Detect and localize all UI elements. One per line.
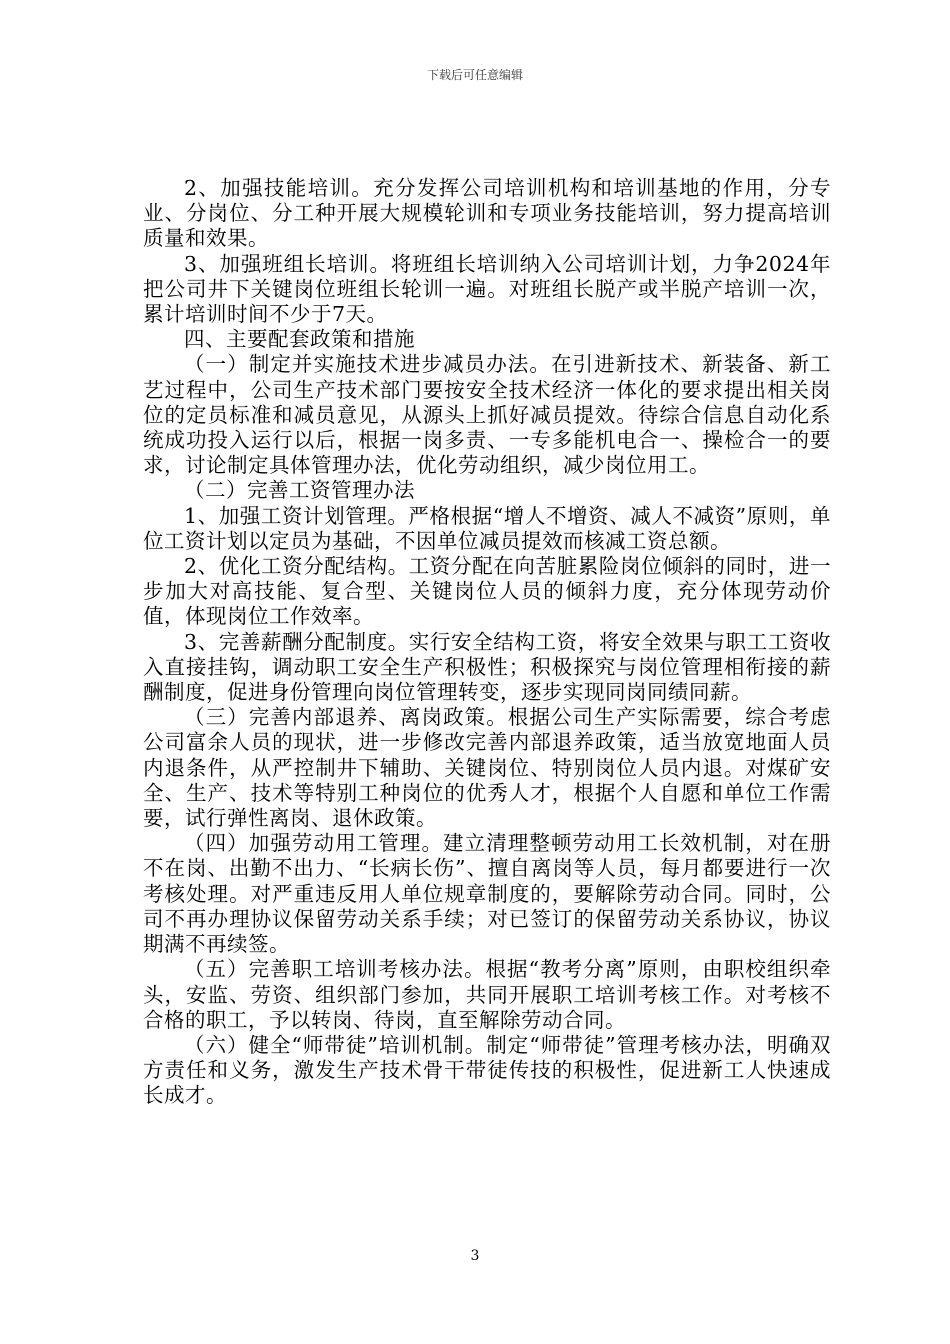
paragraph-tech-reduction: （一）制定并实施技术进步减员办法。在引进新技术、新装备、新工艺过程中，公司生产技术部门要按安全技术经济一体化的要求提出相关岗位的定员标准和减员意见，从源头上抓好减员提效。待综合信息自动化系统成功投入运行以后，根据一岗多责、一专多能机电合一、操检合一的要求，讨论制定具体管理办法，优化劳动组织，减少岗位用工。 bbox=[143, 352, 831, 478]
paragraph-training-assessment: （五）完善职工培训考核办法。根据“教考分离”原则，由职校组织牵头，安监、劳资、组织部门参加，共同开展职工培训考核工作。对考核不合格的职工，予以转岗、待岗，直至解除劳动合同。 bbox=[143, 957, 831, 1032]
section-heading-policies: 四、主要配套政策和措施 bbox=[184, 327, 415, 352]
subheading-wage-management: （二）完善工资管理办法 bbox=[184, 478, 415, 503]
paragraph-wage-plan: 1、加强工资计划管理。严格根据“增人不增资、减人不减资”原则，单位工资计划以定员为基础，不因单位减员提效而核减工资总额。 bbox=[143, 503, 831, 553]
paragraph-labor-management: （四）加强劳动用工管理。建立清理整顿劳动用工长效机制，对在册不在岗、出勤不出力、“长病长伤”、擅自离岗等人员，每月都要进行一次考核处理。对严重违反用人单位规章制度的，要解除劳动合同。同时，公司不再办理协议保留劳动关系手续；对已签订的保留劳动关系协议，协议期满不再续签。 bbox=[143, 831, 831, 957]
header-note: 下载后可任意编辑 bbox=[426, 68, 523, 82]
paragraph-mentorship: （六）健全“师带徒”培训机制。制定“师带徒”管理考核办法，明确双方责任和义务，激发生产技术骨干带徒传技的积极性，促进新工人快速成长成才。 bbox=[143, 1032, 831, 1108]
document-body bbox=[143, 176, 831, 1109]
paragraph-skill-training: 2、加强技能培训。充分发挥公司培训机构和培训基地的作用，分专业、分岗位、分工种开展大规模轮训和专项业务技能培训，努力提高培训质量和效果。 bbox=[143, 176, 831, 251]
paragraph-team-leader-training: 3、加强班组长培训。将班组长培训纳入公司培训计划，力争2024年把公司井下关键岗位班组长轮训一遍。对班组长脱产或半脱产培训一次，累计培训时间不少于7天。 bbox=[143, 251, 831, 327]
page-number: 3 bbox=[470, 1248, 480, 1264]
paragraph-wage-structure: 2、优化工资分配结构。工资分配在向苦脏累险岗位倾斜的同时，进一步加大对高技能、复合型、关键岗位人员的倾斜力度，充分体现劳动价值，体现岗位工作效率。 bbox=[143, 554, 831, 629]
paragraph-retirement-policy: （三）完善内部退养、离岗政策。根据公司生产实际需要，综合考虑公司富余人员的现状，进一步修改完善内部退养政策，适当放宽地面人员内退条件，从严控制井下辅助、关键岗位、特别岗位人员内退。对煤矿安全、生产、技术等特别工种岗位的优秀人才，根据个人自愿和单位工作需要，试行弹性离岗、退休政策。 bbox=[143, 705, 831, 831]
paragraph-salary-system: 3、完善薪酬分配制度。实行安全结构工资，将安全效果与职工工资收入直接挂钩，调动职工安全生产积极性；积极探究与岗位管理相衔接的薪酬制度，促进身份管理向岗位管理转变，逐步实现同岗同绩同薪。 bbox=[143, 629, 831, 705]
